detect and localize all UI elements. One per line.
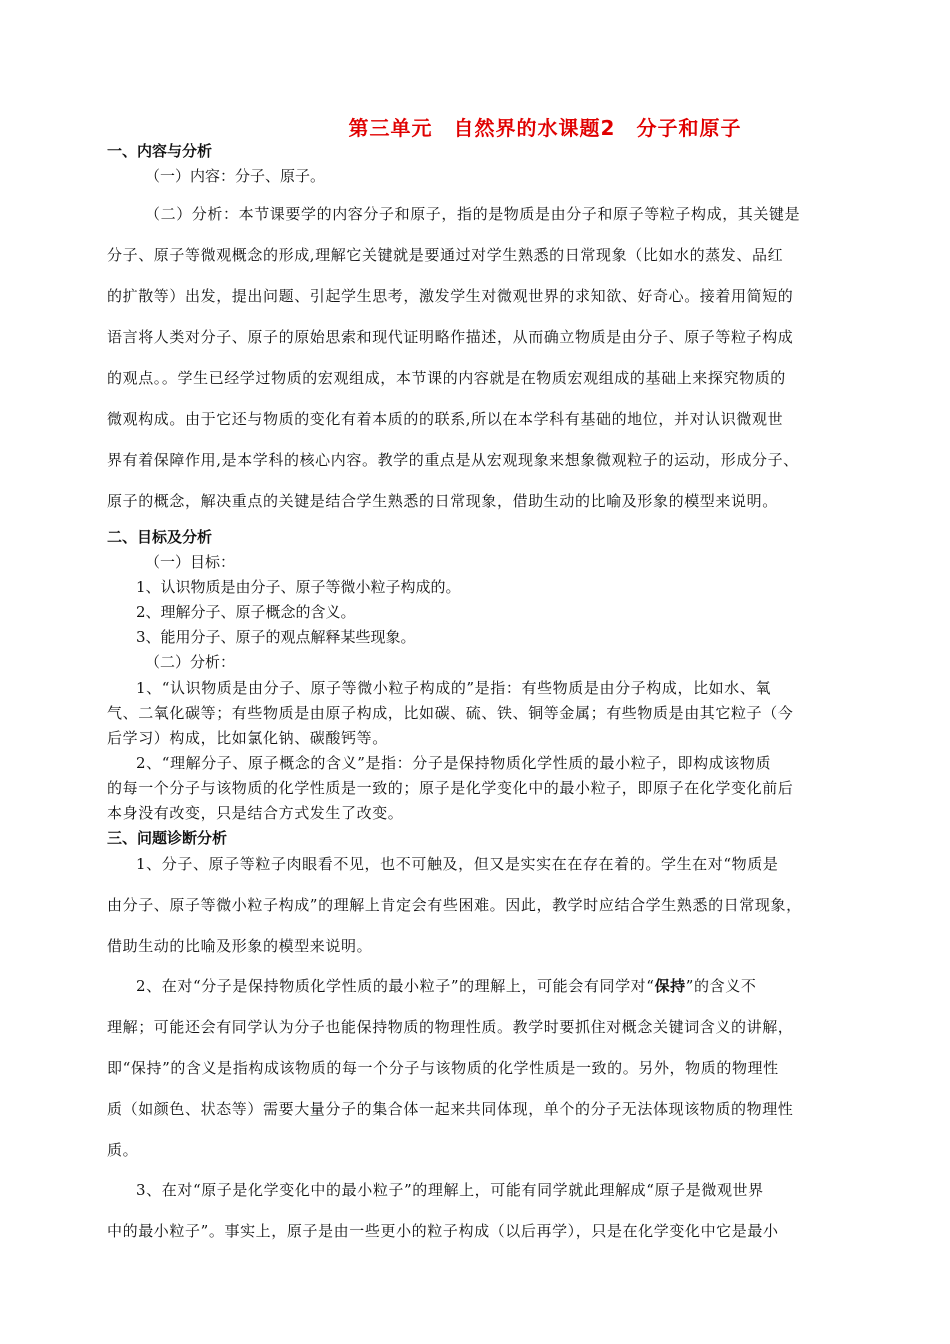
goal-item: 3、能用分子、原子的观点解释某些现象。: [136, 628, 416, 646]
analysis-line: 微观构成。由于它还与物质的变化有着本质的的联系,所以在本学科有基础的地位，并对认识微观世: [107, 410, 784, 428]
analysis-line: 的扩散等）出发，提出问题、引起学生思考，激发学生对微观世界的求知欲、好奇心。接着用简短的: [107, 287, 794, 305]
paragraph-line: 质。: [107, 1141, 139, 1159]
text-span: ”的含义不: [685, 977, 757, 995]
analysis-line: 分子、原子等微观概念的形成,理解它关键就是要通过对学生熟悉的日常现象（比如水的蒸发、品红: [107, 246, 784, 264]
page-title: 第三单元 自然界的水课题2 分子和原子: [348, 116, 742, 140]
analysis-line: 原子的概念，解决重点的关键是结合学生熟悉的日常现象，借助生动的比喻及形象的模型来说明。: [107, 492, 778, 510]
analysis-line: 的观点。。学生已经学过物质的宏观组成，本节课的内容就是在物质宏观组成的基础上来探究物质的: [107, 369, 786, 387]
section-heading-3: 三、问题诊断分析: [107, 829, 228, 847]
analysis-line: 气、二氧化碳等；有些物质是由原子构成，比如碳、硫、铁、铜等金属；有些物质是由其它粒子（今: [107, 704, 794, 722]
paragraph-line: [136, 975, 756, 996]
analysis-line: 界有着保障作用,是本学科的核心内容。教学的重点是从宏观现象来想象微观粒子的运动，形成分子、: [107, 451, 799, 469]
text-span: 2、在对“分子是保持物质化学性质的最小粒子”的理解上，可能会有同学对“: [136, 977, 655, 995]
analysis-line: 语言将人类对分子、原子的原始思索和现代证明略作描述，从而确立物质是由分子、原子等粒子构成: [107, 328, 794, 346]
paragraph-line: 即“保持”的含义是指构成该物质的每一个分子与该物质的化学性质是一致的。另外，物质的物理性: [107, 1059, 779, 1077]
analysis-line: （二）分析：本节课要学的内容分子和原子，指的是物质是由分子和原子等粒子构成，其关键是: [145, 205, 801, 223]
paragraph-line: 3、在对“原子是化学变化中的最小粒子”的理解上，可能有同学就此理解成“原子是微观世界: [136, 1181, 764, 1199]
paragraph-line: 1、分子、原子等粒子肉眼看不见，也不可触及，但又是实实在在存在着的。学生在对“物质是: [136, 855, 779, 873]
goal-label: （一）目标：: [145, 553, 236, 571]
section-heading-1: 一、内容与分析: [107, 142, 213, 160]
paragraph-line: 理解；可能还会有同学认为分子也能保持物质的物理性质。教学时要抓住对概念关键词含义的讲解，: [107, 1018, 794, 1036]
bold-keyword: 保持: [654, 977, 686, 995]
analysis-line: 本身没有改变，只是结合方式发生了改变。: [107, 804, 404, 822]
section-heading-2: 二、目标及分析: [107, 528, 213, 546]
analysis-line: 后学习）构成，比如氯化钠、碳酸钙等。: [107, 729, 388, 747]
analysis-line: 2、“理解分子、原子概念的含义”是指：分子是保持物质化学性质的最小粒子，即构成该物质: [136, 754, 772, 772]
analysis-line: 1、“认识物质是由分子、原子等微小粒子构成的”是指：有些物质是由分子构成，比如水、氧: [136, 679, 772, 697]
goal-item: 2、理解分子、原子概念的含义。: [136, 603, 356, 621]
analysis-line: 的每一个分子与该物质的化学性质是一致的；原子是化学变化中的最小粒子，即原子在化学变化前后: [107, 779, 794, 797]
analysis-label: （二）分析：: [145, 653, 236, 671]
content-line: （一）内容：分子、原子。: [145, 167, 326, 185]
paragraph-line: 中的最小粒子”。事实上，原子是由一些更小的粒子构成（以后再学），只是在化学变化中它是最小: [107, 1222, 779, 1240]
paragraph-line: 质（如颜色、状态等）需要大量分子的集合体一起来共同体现，单个的分子无法体现该物质的物理性: [107, 1100, 794, 1118]
paragraph-line: 由分子、原子等微小粒子构成”的理解上肯定会有些困难。因此，教学时应结合学生熟悉的日常现象，: [107, 896, 802, 914]
goal-item: 1、认识物质是由分子、原子等微小粒子构成的。: [136, 578, 461, 596]
paragraph-line: 借助生动的比喻及形象的模型来说明。: [107, 937, 373, 955]
